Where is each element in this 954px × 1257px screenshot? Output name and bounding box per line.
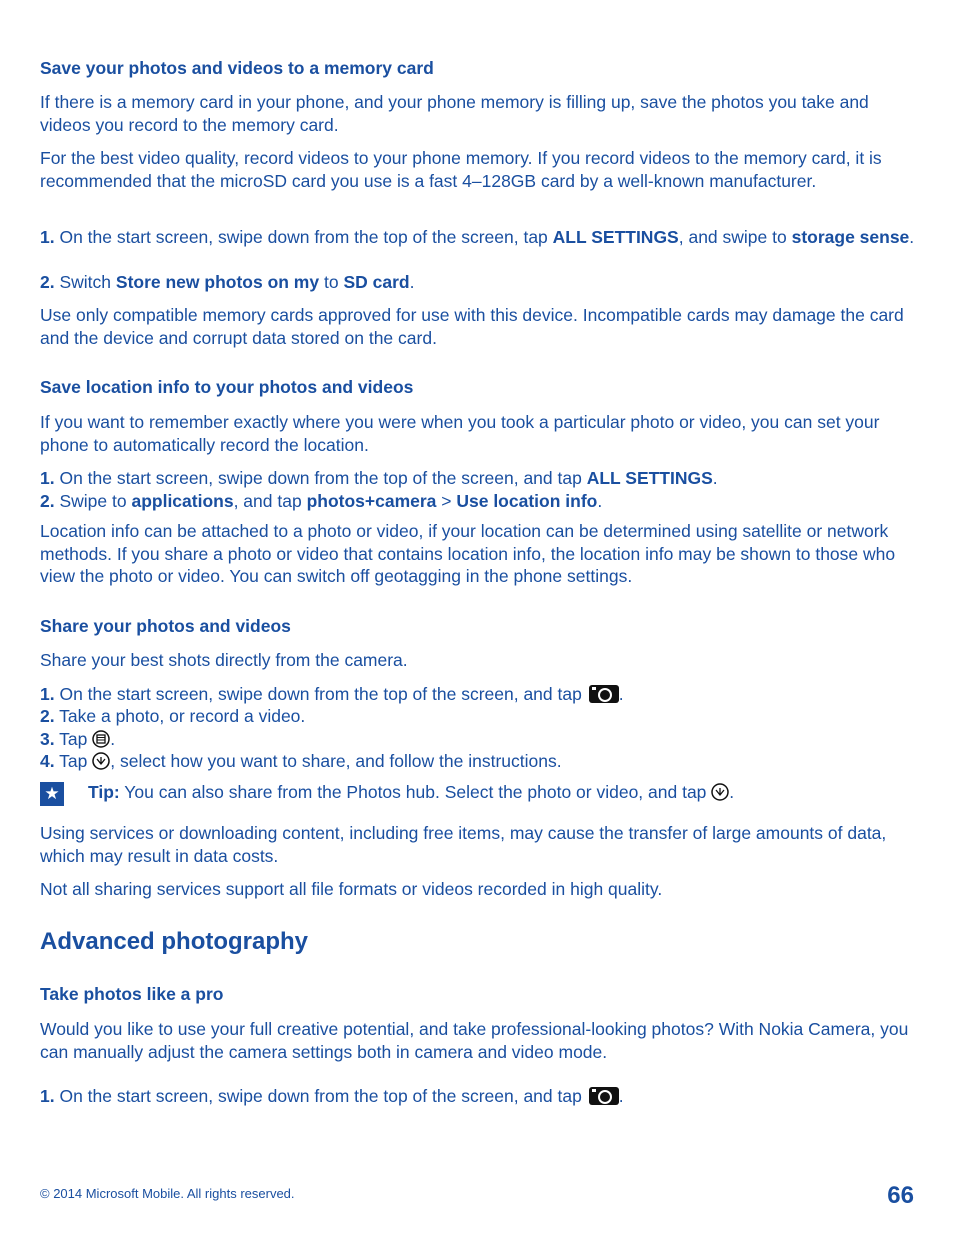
- paragraph: For the best video quality, record videos to your phone memory. If you record videos to the memory card, it is recommended that the microSD card you use is a fast 4–128GB card by a well-known manufacturer.: [40, 148, 882, 191]
- step-number: 2.: [40, 272, 55, 292]
- step-text: .: [597, 491, 603, 511]
- bold-term: SD card: [343, 272, 410, 292]
- step-1: [40, 683, 920, 706]
- step-text: On the start screen, swipe down from the top of the screen, and tap: [54, 468, 587, 488]
- step-text: .: [409, 272, 415, 292]
- bold-term: Store new photos on my: [115, 272, 320, 292]
- step-text: to: [319, 272, 344, 292]
- step-2: [40, 490, 920, 513]
- step-text: Swipe to: [54, 491, 132, 511]
- paragraph: Not all sharing services support all file formats or videos recorded in high quality.: [40, 879, 663, 899]
- chapter-heading: Advanced photography: [40, 928, 309, 955]
- step-text: .: [712, 468, 718, 488]
- step-number: 4.: [40, 751, 55, 771]
- step-number: 1.: [40, 1086, 55, 1106]
- share-icon: [92, 752, 110, 770]
- tip-text: You can also share from the Photos hub. Select the photo or video, and tap: [119, 782, 712, 802]
- section-heading: Save location info to your photos and videos: [40, 377, 414, 397]
- step-text: Take a photo, or record a video.: [54, 706, 306, 726]
- step-4: [40, 750, 920, 773]
- bold-term: ALL SETTINGS: [586, 468, 713, 488]
- step-text: On the start screen, swipe down from the top of the screen, and tap: [54, 684, 587, 704]
- camera-icon: [589, 685, 619, 703]
- page-number: 66: [887, 1182, 914, 1209]
- photo-preview-icon: [92, 730, 110, 748]
- step-text: Tap: [54, 751, 93, 771]
- bold-term: Use location info: [456, 491, 598, 511]
- share-icon: [711, 783, 729, 801]
- step-text: On the start screen, swipe down from the top of the screen, and tap: [54, 1086, 587, 1106]
- paragraph: If you want to remember exactly where you were when you took a particular photo or video, you can set your phone to automatically record the location.: [40, 412, 880, 455]
- step-text: , and tap: [233, 491, 307, 511]
- step-number: 2.: [40, 706, 55, 726]
- step-number: 1.: [40, 684, 55, 704]
- step-text: Tap: [54, 729, 93, 749]
- star-icon: ★: [40, 782, 64, 806]
- step-number: 1.: [40, 468, 55, 488]
- camera-icon: [589, 1087, 619, 1105]
- step-text: .: [110, 729, 116, 749]
- step-number: 3.: [40, 729, 55, 749]
- paragraph: Share your best shots directly from the camera.: [40, 650, 408, 670]
- paragraph: If there is a memory card in your phone, and your phone memory is filling up, save the photos you take and videos you record to the memory card.: [40, 92, 869, 135]
- section-heading: Take photos like a pro: [40, 984, 224, 1004]
- bold-term: storage sense: [791, 227, 910, 247]
- bold-term: photos+camera: [306, 491, 437, 511]
- step-1: [40, 1085, 920, 1108]
- tip: [88, 781, 918, 804]
- step-text: .: [618, 1086, 624, 1106]
- tip-text: .: [729, 782, 735, 802]
- paragraph: Use only compatible memory cards approved for use with this device. Incompatible cards may damage the card and the device and corrupt data stored on the card.: [40, 305, 904, 348]
- tip-label: Tip:: [88, 782, 120, 802]
- step-text: .: [618, 684, 624, 704]
- step-text: , select how you want to share, and follow the instructions.: [110, 751, 562, 771]
- step-text: , and swipe to: [678, 227, 792, 247]
- step-number: 2.: [40, 491, 55, 511]
- section-heading: Share your photos and videos: [40, 616, 291, 636]
- section-heading: Save your photos and videos to a memory card: [40, 58, 434, 78]
- step-1: [40, 226, 920, 249]
- bold-term: ALL SETTINGS: [552, 227, 679, 247]
- step-3: [40, 728, 920, 751]
- step-text: On the start screen, swipe down from the top of the screen, tap: [54, 227, 553, 247]
- copyright-footer: © 2014 Microsoft Mobile. All rights reserved.: [40, 1186, 295, 1201]
- paragraph: Location info can be attached to a photo or video, if your location can be determined using satellite or network methods. If you share a photo or video that contains location info, the location info may be shown to those who view the photo or video. You can switch off geotagging in the phone settings.: [40, 521, 896, 586]
- step-number: 1.: [40, 227, 55, 247]
- step-text: >: [436, 491, 457, 511]
- paragraph: Using services or downloading content, including free items, may cause the transfer of large amounts of data, which may result in data costs.: [40, 823, 887, 866]
- step-text: .: [909, 227, 915, 247]
- bold-term: applications: [131, 491, 234, 511]
- paragraph: Would you like to use your full creative potential, and take professional-looking photos? With Nokia Camera, you can manually adjust the camera settings both in camera and video mode.: [40, 1019, 909, 1062]
- step-1: [40, 467, 920, 490]
- step-2: [40, 705, 920, 728]
- step-2: [40, 271, 920, 294]
- step-text: Switch: [54, 272, 116, 292]
